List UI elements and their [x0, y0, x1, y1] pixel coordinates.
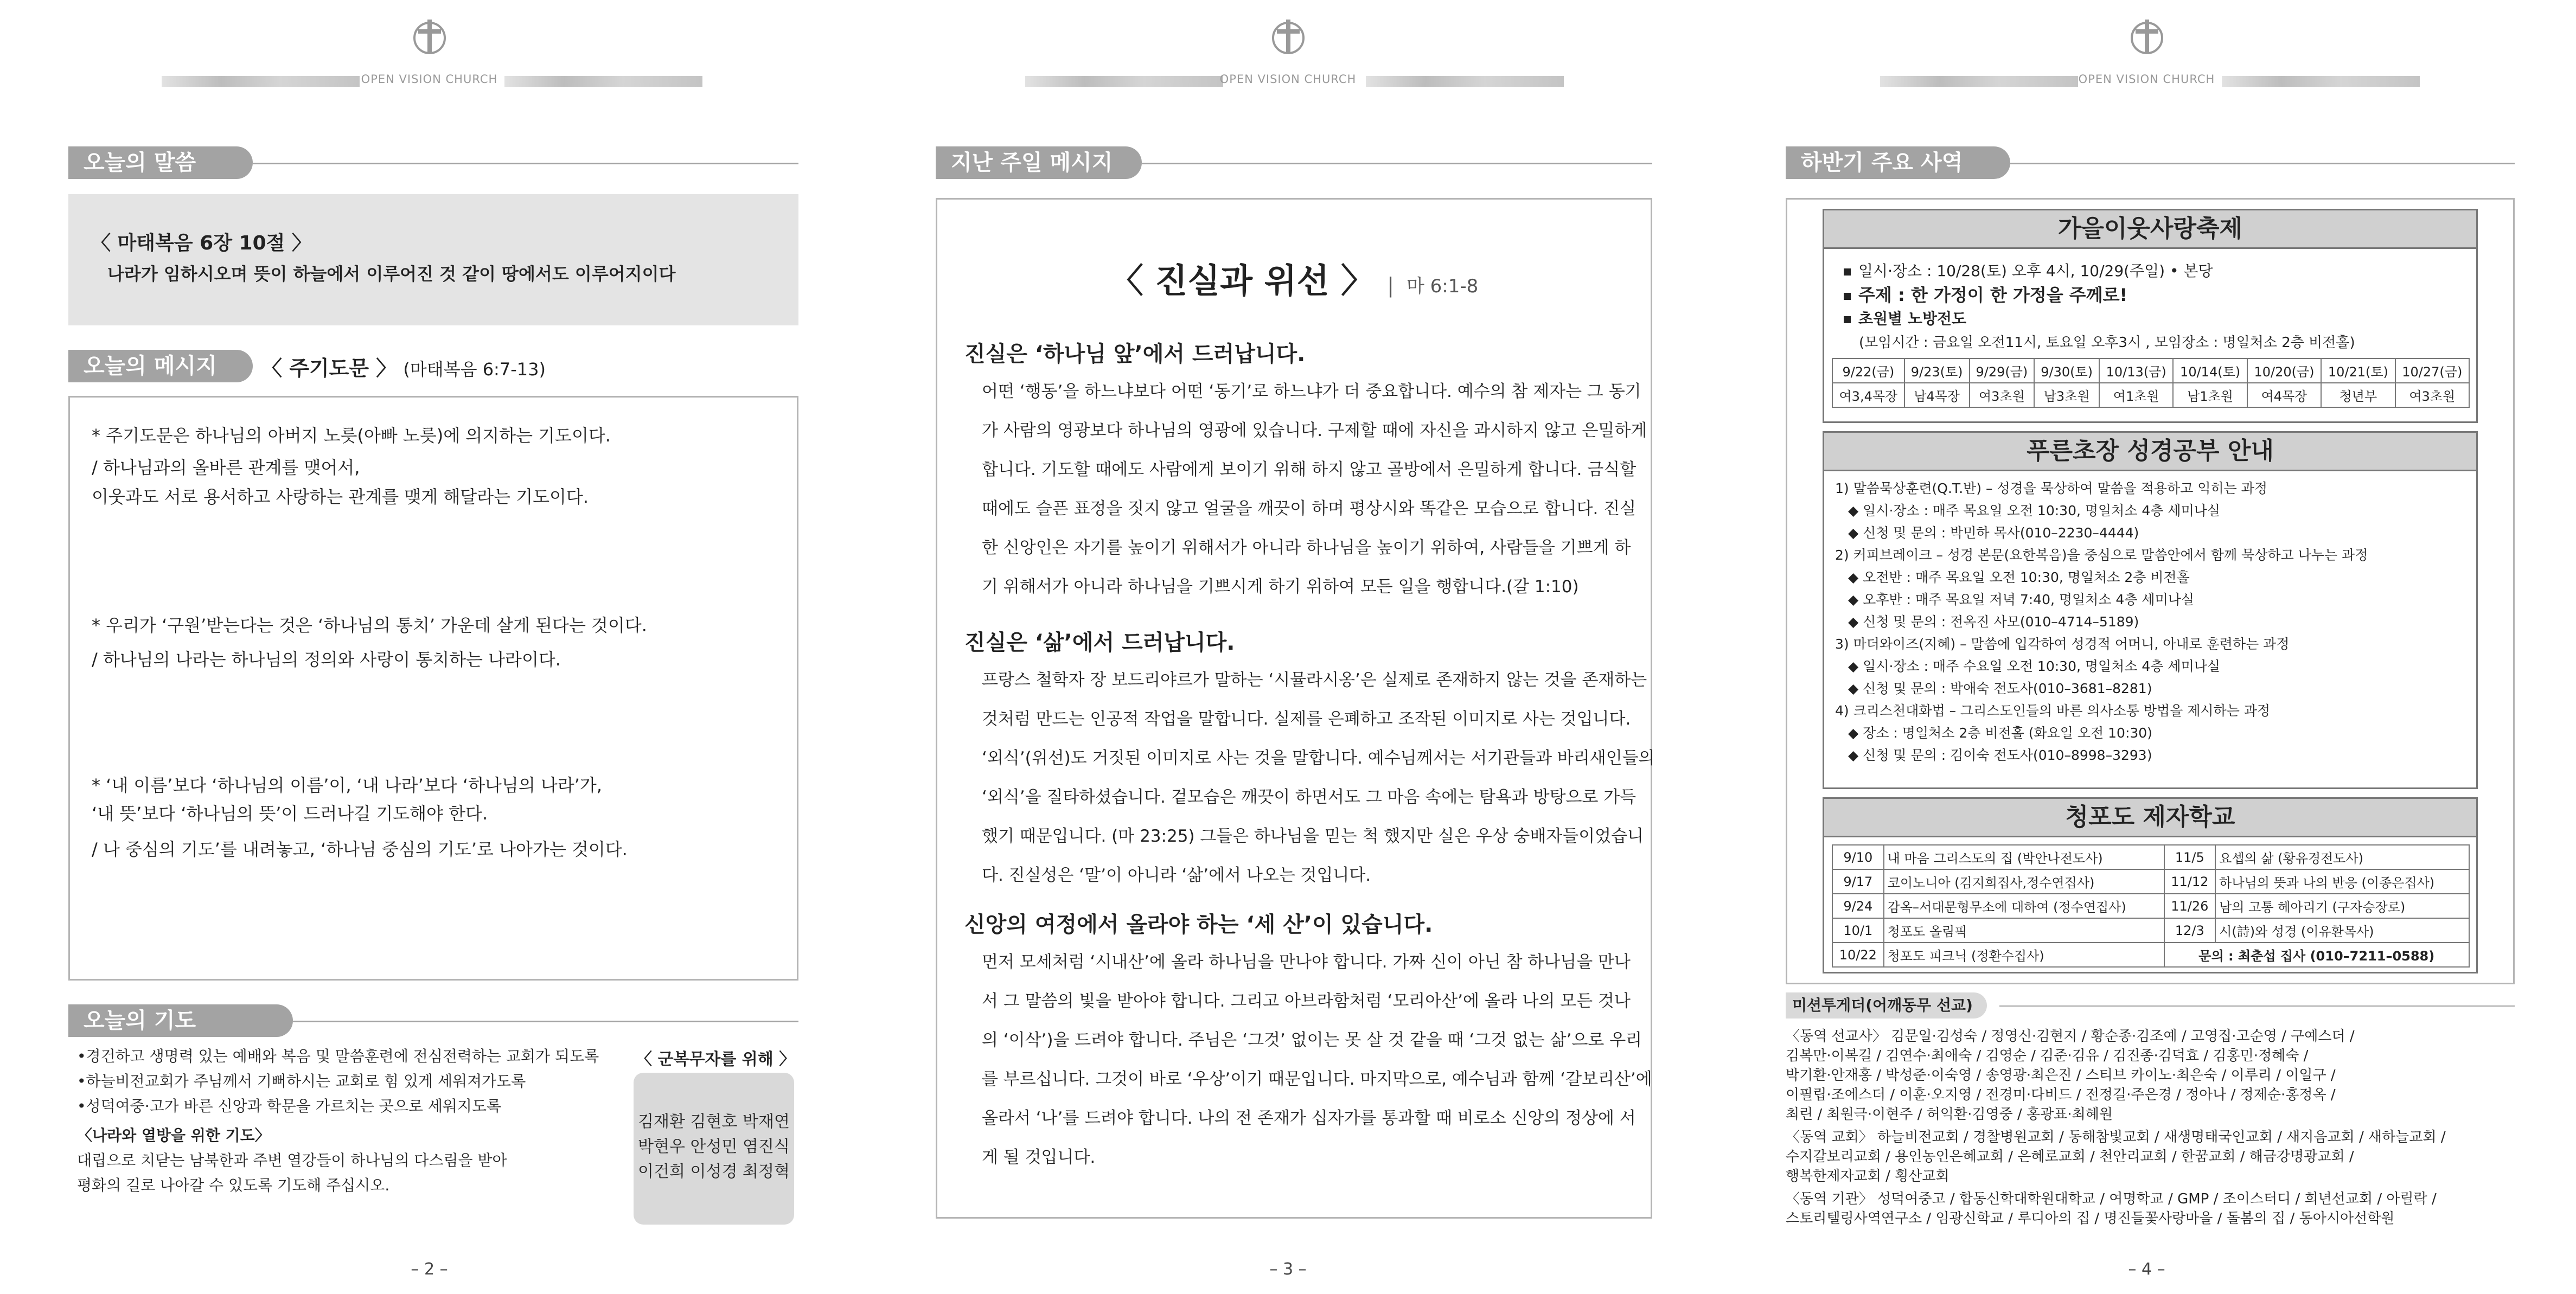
page-number: – 2 –	[411, 1260, 448, 1279]
table-cell: 9/30(토)	[2034, 358, 2099, 383]
table-cell: 여1초원	[2099, 383, 2173, 407]
table-cell: 9/22(금)	[1832, 358, 1904, 383]
table-cell: 10/1	[1832, 918, 1884, 943]
school-contact: 문의 : 최춘섭 집사 (010–7211–0588)	[2164, 943, 2469, 967]
bible-study-title: 푸른초장 성경공부 안내	[1824, 433, 2476, 471]
table-cell: 남1초원	[2173, 383, 2247, 407]
table-cell: 10/21(토)	[2321, 358, 2395, 383]
sermon-line: 의 ‘이삭’)을 드려야 합니다. 주님은 ‘그것’ 없이는 못 살 것 같을 때 ‘그것 없는 삶’으로 우리	[982, 1030, 1642, 1050]
sermon-line: 것처럼 만드는 인공적 작업을 말합니다. 실제를 은폐하고 조작된 이미지로 사는 것입니다.	[982, 709, 1631, 729]
sermon-line: 어떤 ‘행동’을 하느냐보다 어떤 ‘동기’로 하느냐가 더 중요합니다. 예수의 참 제자는 그 동기	[982, 382, 1641, 401]
table-cell: 시(詩)와 성경 (이유환목사)	[2215, 918, 2469, 943]
table-cell: 9/17	[1832, 869, 1884, 894]
sermon-heading: 진실은 ‘하나님 앞’에서 드러납니다.	[964, 342, 1306, 367]
word-reference: 〈 마태복음 6장 10절 〉	[91, 232, 311, 254]
mission-line: 김복만·이복길 / 김연수·최애숙 / 김영순 / 김준·김유 / 김진종·김덕효 / 김홍민·정혜숙 /	[1786, 1048, 2309, 1064]
page-2	[0, 0, 859, 1294]
sermon-line: 올라서 ‘나’를 드려야 합니다. 나의 전 존재가 십자가를 통과할 때 비로소 신앙의 정상에 서	[982, 1109, 1636, 1128]
bible-study-line: ◆ 신청 및 문의 : 전옥진 사모(010–4714–5189)	[1848, 614, 2139, 630]
table-cell: 11/26	[2164, 894, 2216, 918]
table-cell: 감옥–서대문형무소에 대하여 (정수연집사)	[1884, 894, 2164, 918]
table-cell: 남3초원	[2034, 383, 2099, 407]
sermon-line: ‘외식’(위선)도 거짓된 이미지로 사는 것을 말합니다. 예수님께서는 서기관들과 바리새인들의	[982, 748, 1655, 768]
message-line: * 주기도문은 하나님의 아버지 노릇(아빠 노릇)에 의지하는 기도이다.	[92, 425, 611, 446]
mission-line: 〈동역 교회〉 하늘비전교회 / 경찰병원교회 / 동해참빛교회 / 새생명태국인교회 / 새지음교회 / 새하늘교회 /	[1786, 1129, 2446, 1145]
sermon-line: 서 그 말씀의 빛을 받아야 합니다. 그리고 아브라함처럼 ‘모리아산’에 올라 나의 모든 것나	[982, 991, 1631, 1011]
page-number: – 4 –	[2128, 1260, 2165, 1279]
sermon-box	[936, 198, 1655, 1219]
festival-schedule-table	[1832, 358, 2470, 408]
mission-line: 최린 / 최원극·이현주 / 허익환·김영중 / 홍광표·최혜원	[1786, 1106, 2113, 1123]
table-row	[1832, 918, 2469, 943]
section-title-word: 오늘의 말씀	[68, 146, 253, 179]
table-row	[1832, 383, 2469, 407]
bible-study-line: 4) 크리스천대화법 – 그리스도인들의 바른 의사소통 방법을 제시하는 과정	[1835, 703, 2271, 719]
church-name: OPEN VISION CHURCH	[1219, 73, 1357, 86]
sermon-line: 기 위해서가 아니라 하나님을 기쁘시게 하기 위하여 모든 일을 행합니다.(갈 1:10)	[982, 577, 1579, 597]
sermon-heading: 진실은 ‘삶’에서 드러납니다.	[964, 630, 1235, 655]
sermon-line: 를 부르십니다. 그것이 바로 ‘우상’이기 때문입니다. 마지막으로, 예수님과 함께 ‘갈보리산’에	[982, 1069, 1652, 1089]
table-cell: 10/13(금)	[2099, 358, 2173, 383]
table-cell: 여3,4목장	[1832, 383, 1904, 407]
table-cell: 10/20(금)	[2247, 358, 2321, 383]
table-cell: 내 마음 그리스도의 집 (박안나전도사)	[1884, 845, 2164, 869]
mission-line: 박기환·안재홍 / 박성준·이숙영 / 송영광·최은진 / 스티브 카이노·최은숙 / 이루리 / 이일구 /	[1786, 1067, 2336, 1084]
table-cell: 하나님의 뜻과 나의 반응 (이종은집사)	[2215, 869, 2469, 894]
bible-study-panel	[1823, 431, 2478, 789]
table-cell: 여3초원	[2395, 383, 2469, 407]
table-cell: 여3초원	[1970, 383, 2035, 407]
mission-line: 이필립·조에스더 / 이훈·오지영 / 전경미·다비드 / 전정길·주은경 / 정아나 / 정제순·홍정옥 /	[1786, 1087, 2336, 1103]
table-cell: 11/12	[2164, 869, 2216, 894]
table-cell: 코이노니아 (김지희집사,정수연집사)	[1884, 869, 2164, 894]
school-table	[1832, 844, 2470, 968]
bible-study-line: 2) 커피브레이크 – 성경 본문(요한복음)을 중심으로 말씀안에서 함께 묵상하고 나누는 과정	[1835, 547, 2368, 563]
festival-line: 초원별 노방전도	[1858, 310, 1967, 328]
sermon-paragraph	[982, 372, 1647, 606]
table-row	[1832, 358, 2469, 383]
military-names: 이건희 이성경 최정혁	[638, 1162, 790, 1181]
table-cell: 청포도 피크닉 (정환수집사)	[1884, 943, 2164, 967]
sermon-line: 합니다. 기도할 때에도 사람에게 보이기 위해 하지 않고 골방에서 은밀하게 합니다. 금식할	[982, 460, 1637, 479]
page-4	[1717, 0, 2576, 1294]
section-title-last-message: 지난 주일 메시지	[936, 146, 1142, 179]
sermon-line: 다. 진실성은 ‘말’이 아니라 ‘삶’에서 나오는 것입니다.	[982, 866, 1371, 885]
message-heading	[261, 351, 546, 381]
bible-study-line: ◆ 신청 및 문의 : 박민하 목사(010–2230–4444)	[1848, 525, 2139, 541]
festival-note: (모임시간 : 금요일 오전11시, 토요일 오후3시 , 모임장소 : 명일처소 2층 비전홀)	[1859, 335, 2355, 351]
table-cell: 9/29(금)	[1970, 358, 2035, 383]
sermon-title: 〈 진실과 위선 〉	[1109, 261, 1375, 300]
school-title: 청포도 제자학교	[1824, 799, 2476, 837]
nation-prayer-line: 대립으로 치닫는 남북한과 주변 열강들이 하나님의 다스림을 받아	[77, 1151, 507, 1169]
festival-title: 가을이웃사랑축제	[1824, 210, 2476, 249]
section-title-prayer: 오늘의 기도	[68, 1004, 293, 1037]
bible-study-line: ◆ 일시·장소 : 매주 목요일 오전 10:30, 명일처소 4층 세미나실	[1848, 503, 2221, 518]
page-3	[859, 0, 1717, 1294]
table-cell: 10/27(금)	[2395, 358, 2469, 383]
message-line: / 나 중심의 기도’를 내려놓고, ‘하나님 중심의 기도’로 나아가는 것이다.	[92, 839, 628, 860]
sermon-line: 때에도 슬픈 표정을 짓지 않고 얼굴을 깨끗이 하며 평상시와 똑같은 모습으로 합니다. 진실	[982, 499, 1637, 518]
page-header	[1717, 16, 2576, 86]
mission-line: 수지갈보리교회 / 용인농인은혜교회 / 은혜로교회 / 천안리교회 / 한꿈교회 / 해금강명광교회 /	[1786, 1149, 2354, 1165]
table-row	[1832, 943, 2469, 967]
sermon-paragraph	[982, 943, 1652, 1177]
military-box	[634, 1073, 794, 1225]
message-line: * ‘내 이름’보다 ‘하나님의 이름’이, ‘내 나라’보다 ‘하나님의 나라’가,	[92, 775, 602, 796]
sermon-line: 한 신앙인은 자기를 높이기 위해서가 아니라 하나님을 높이기 위하여, 사람들을 기쁘게 하	[982, 538, 1631, 558]
church-logo-icon	[405, 16, 454, 60]
table-cell: 요셉의 삶 (황유경전도사)	[2215, 845, 2469, 869]
message-line: ‘내 뜻’보다 ‘하나님의 뜻’이 드러나길 기도해야 한다.	[92, 803, 488, 824]
bible-study-line: ◆ 장소 : 명일처소 2층 비전홀 (화요일 오전 10:30)	[1848, 725, 2152, 741]
mission-tag: 미션투게더(어깨동무 선교)	[1786, 992, 1987, 1018]
section-title-message: 오늘의 메시지	[68, 350, 253, 382]
bible-study-line: ◆ 일시·장소 : 매주 수요일 오전 10:30, 명일처소 4층 세미나실	[1848, 658, 2221, 674]
word-box	[68, 194, 798, 325]
prayer-list	[77, 1044, 599, 1198]
military-names: 박현우 안성민 염진식	[638, 1137, 790, 1156]
table-row	[1832, 894, 2469, 918]
sermon-line: 먼저 모세처럼 ‘시내산’에 올라 하나님을 만나야 합니다. 가짜 신이 아닌 참 하나님을 만나	[982, 952, 1631, 972]
sermon-line: 했기 때문입니다. (마 23:25) 그들은 하나님을 믿는 척 했지만 실은 우상 숭배자들이었습니	[982, 827, 1644, 846]
church-name: OPEN VISION CHURCH	[361, 73, 498, 86]
bible-study-line: 3) 마더와이즈(지혜) – 말씀에 입각하여 성경적 어머니, 아내로 훈련하는 과정	[1835, 636, 2290, 652]
table-row	[1832, 845, 2469, 869]
mission-line: 스토리텔링사역연구소 / 임광신학교 / 루디아의 집 / 명진들꽃사랑마을 / 돌봄의 집 / 동아시아선학원	[1786, 1210, 2395, 1227]
bible-study-line: ◆ 신청 및 문의 : 김이숙 전도사(010–8998–3293)	[1848, 747, 2152, 763]
sermon-heading: 신앙의 여정에서 올라야 하는 ‘세 산’이 있습니다.	[964, 912, 1433, 937]
page-number: – 3 –	[1269, 1260, 1307, 1279]
military-names: 김재환 김현호 박재연	[638, 1112, 790, 1131]
sermon-line: 게 될 것입니다.	[982, 1148, 1096, 1167]
military-title: 〈 군복무자를 위해 〉	[636, 1050, 796, 1069]
section-title-events: 하반기 주요 사역	[1786, 146, 2010, 179]
message-line: / 하나님의 나라는 하나님의 정의와 사랑이 통치하는 나라이다.	[92, 649, 561, 670]
mission-line: 행복한제자교회 / 횡산교회	[1786, 1168, 1949, 1184]
church-logo-icon	[1264, 16, 1313, 60]
table-cell: 청포도 올림픽	[1884, 918, 2164, 943]
table-cell: 9/10	[1832, 845, 1884, 869]
table-row	[1832, 869, 2469, 894]
message-line: * 우리가 ‘구원’받는다는 것은 ‘하나님의 통치’ 가운데 살게 된다는 것이다.	[92, 615, 647, 636]
prayer-item: •경건하고 생명력 있는 예배와 복음 및 말씀훈련에 전심전력하는 교회가 되도록	[77, 1047, 599, 1065]
sermon-title-row: 〈 진실과 위선 〉 | 마 6:1-8	[1109, 261, 1479, 300]
bible-study-line: ◆ 신청 및 문의 : 박애숙 전도사(010–3681–8281)	[1848, 681, 2152, 696]
message-line: / 하나님과의 올바른 관계를 맺어서,	[92, 457, 360, 478]
prayer-item: •하늘비전교회가 주님께서 기뻐하시는 교회로 힘 있게 세워져가도록	[77, 1072, 526, 1090]
nation-prayer-line: 평화의 길로 나아갈 수 있도록 기도해 주십시오.	[77, 1176, 390, 1194]
sermon-ref: 마 6:1-8	[1406, 276, 1479, 297]
table-cell: 남의 고통 헤아리기 (구자승장로)	[2215, 894, 2469, 918]
festival-panel	[1823, 209, 2478, 423]
table-cell: 청년부	[2321, 383, 2395, 407]
page-header	[0, 16, 859, 86]
mission-line: 〈동역 기관〉 성덕여중고 / 합동신학대학원대학교 / 여명학교 / GMP / 조이스터디 / 희년선교회 / 아릴락 /	[1786, 1191, 2437, 1207]
prayer-item: •성덕여중·고가 바른 신앙과 학문을 가르치는 곳으로 세워지도록	[77, 1097, 502, 1115]
mission-line: 〈동역 선교사〉 김문일·김성숙 / 정영신·김현지 / 황순종·김조예 / 고영집·고순영 / 구예스더 /	[1786, 1028, 2355, 1045]
church-name: OPEN VISION CHURCH	[2078, 73, 2215, 86]
bible-study-line: 1) 말씀묵상훈련(Q.T.반) – 성경을 묵상하여 말씀을 적용하고 익히는 과정	[1835, 481, 2268, 496]
festival-line: 일시·장소 : 10/28(토) 오후 4시, 10/29(주일) • 본당	[1858, 262, 2213, 280]
sermon-line: 가 사람의 영광보다 하나님의 영광에 있습니다. 구제할 때에 자신을 과시하지 않고 은밀하게	[982, 421, 1647, 440]
table-cell: 10/14(토)	[2173, 358, 2247, 383]
table-cell: 10/22	[1832, 943, 1884, 967]
sermon-line: 프랑스 철학자 장 보드리야르가 말하는 ‘시뮬라시옹’은 실제로 존재하지 않는 것을 존재하는	[982, 670, 1647, 690]
nation-prayer-title: 〈나라와 열방을 위한 기도〉	[77, 1126, 270, 1144]
message-line: 이웃과도 서로 용서하고 사랑하는 관계를 맺게 해달라는 기도이다.	[92, 486, 589, 507]
table-cell: 여4목장	[2247, 383, 2321, 407]
message-title: 〈 주기도문 〉	[261, 356, 397, 380]
church-logo-icon	[2123, 16, 2171, 60]
page-header	[859, 16, 1717, 86]
table-cell: 12/3	[2164, 918, 2216, 943]
school-panel	[1823, 797, 2478, 973]
word-verse: 나라가 임하시오며 뜻이 하늘에서 이루어진 것 같이 땅에서도 이루어지이다	[107, 264, 676, 284]
sermon-paragraph	[982, 661, 1655, 895]
message-box	[68, 396, 798, 981]
table-cell: 남4목장	[1904, 383, 1970, 407]
sermon-line: ‘외식’을 질타하셨습니다. 겉모습은 깨끗이 하면서도 그 마음 속에는 탐욕과 방탕으로 가득	[982, 787, 1637, 807]
festival-line: 주제 : 한 가정이 한 가정을 주께로!	[1858, 285, 2128, 305]
bible-study-line: ◆ 오전반 : 매주 목요일 오전 10:30, 명일처소 2층 비전홀	[1848, 569, 2190, 585]
message-ref: (마태복음 6:7-13)	[403, 359, 546, 380]
bible-study-line: ◆ 오후반 : 매주 목요일 저녁 7:40, 명일처소 4층 세미나실	[1848, 592, 2195, 607]
table-cell: 11/5	[2164, 845, 2216, 869]
table-cell: 9/24	[1832, 894, 1884, 918]
mission-list	[1786, 1027, 2534, 1228]
table-cell: 9/23(토)	[1904, 358, 1970, 383]
